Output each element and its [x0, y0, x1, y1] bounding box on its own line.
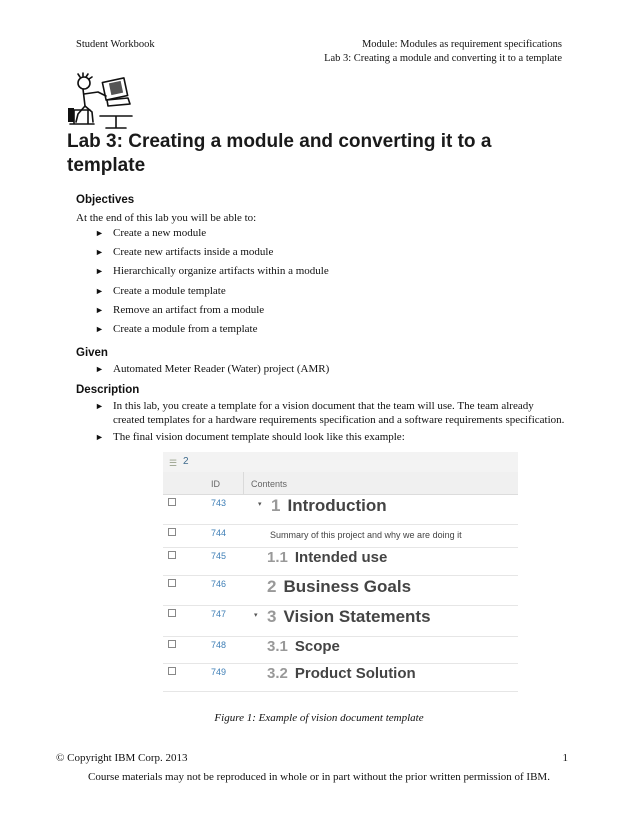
heading-text: Summary of this project and why we are doing it — [270, 530, 462, 540]
objectives-heading: Objectives — [76, 194, 135, 206]
row-content — [270, 530, 462, 540]
page-number: 1 — [562, 752, 568, 764]
objective-text: Hierarchically organize artifacts within a module — [113, 265, 329, 277]
heading-text: Vision Statements — [283, 607, 431, 626]
objective-item — [95, 303, 565, 317]
heading-number: 1 — [271, 496, 281, 515]
row-checkbox — [168, 667, 176, 675]
row-checkbox — [168, 609, 176, 617]
row-content — [271, 496, 387, 516]
row-checkbox — [168, 528, 176, 536]
bullet-arrow-icon: ► — [95, 401, 104, 411]
column-contents: Contents — [251, 479, 288, 489]
row-checkbox — [168, 579, 176, 587]
description-item — [95, 399, 565, 427]
heading-text: Introduction — [287, 496, 387, 515]
bullet-arrow-icon: ► — [95, 364, 104, 374]
figure-row — [163, 636, 518, 664]
person-at-computer-icon — [66, 72, 140, 130]
row-content — [267, 577, 411, 597]
row-content — [267, 638, 340, 655]
heading-number: 2 — [267, 577, 277, 596]
given-heading: Given — [76, 347, 108, 359]
list-levels-icon: ☰ — [169, 458, 178, 468]
figure-row — [163, 663, 518, 692]
row-content — [267, 607, 431, 627]
heading-text: Business Goals — [283, 577, 412, 596]
header-left: Student Workbook — [76, 39, 155, 50]
heading-text: Product Solution — [294, 665, 416, 682]
description-text: The final vision document template should look like this example: — [113, 431, 405, 443]
bullet-arrow-icon: ► — [95, 305, 104, 315]
figure-row — [163, 494, 518, 525]
bullet-arrow-icon: ► — [95, 324, 104, 334]
bullet-arrow-icon: ► — [95, 432, 104, 442]
figure-caption: Figure 1: Example of vision document template — [214, 712, 424, 724]
header-module: Module: Modules as requirement specifications — [361, 39, 562, 50]
description-heading: Description — [76, 384, 140, 396]
heading-number: 1.1 — [267, 549, 288, 566]
bullet-arrow-icon: ► — [95, 266, 104, 276]
given-item — [95, 362, 565, 376]
objective-text: Create a module from a template — [113, 323, 258, 335]
figure-row — [163, 524, 518, 548]
given-text: Automated Meter Reader (Water) project (AMR) — [113, 363, 330, 375]
heading-number: 3.1 — [267, 638, 288, 655]
objective-item — [95, 284, 565, 298]
level-count: 2 — [183, 456, 189, 467]
objective-text: Create a module template — [113, 285, 226, 297]
objectives-intro: At the end of this lab you will be able to: — [76, 212, 257, 224]
figure-toolbar — [163, 452, 518, 473]
figure-row — [163, 605, 518, 637]
objective-text: Remove an artifact from a module — [113, 304, 265, 316]
page-title: Lab 3: Creating a module and converting it to a template — [67, 131, 492, 176]
expand-twisty-icon: ▾ — [258, 501, 262, 508]
bullet-arrow-icon: ► — [95, 286, 104, 296]
heading-text: Scope — [294, 638, 340, 655]
bullet-arrow-icon: ► — [95, 247, 104, 257]
footer-note: Course materials may not be reproduced in whole or in part without the prior written permission of IBM. — [88, 771, 550, 783]
row-id: 749 — [211, 667, 227, 677]
row-id: 746 — [211, 579, 227, 589]
header-right — [324, 38, 562, 66]
objective-text: Create a new module — [113, 227, 207, 239]
heading-number: 3.2 — [267, 665, 288, 682]
copyright: © Copyright IBM Corp. 2013 — [56, 752, 188, 764]
expand-twisty-icon: ▾ — [254, 612, 258, 619]
row-id: 747 — [211, 609, 227, 619]
column-id: ID — [211, 479, 220, 489]
vision-template-figure — [163, 452, 518, 692]
objective-item — [95, 226, 565, 240]
description-text: In this lab, you create a template for a vision document that the team will use. The team already created templates for a hardware requirements specification and a software requirements specification. — [113, 400, 565, 426]
bullet-arrow-icon: ► — [95, 228, 104, 238]
heading-text: Intended use — [294, 549, 388, 566]
figure-row — [163, 547, 518, 576]
row-id: 745 — [211, 551, 227, 561]
objective-text: Create new artifacts inside a module — [113, 246, 274, 258]
figure-column-header — [163, 472, 518, 495]
row-checkbox — [168, 551, 176, 559]
objective-item — [95, 245, 565, 259]
row-checkbox — [168, 640, 176, 648]
heading-number: 3 — [267, 607, 277, 626]
objective-item — [95, 322, 565, 336]
row-content — [267, 549, 387, 566]
header-lab: Lab 3: Creating a module and converting it to a template — [324, 53, 562, 64]
row-checkbox — [168, 498, 176, 506]
row-content — [267, 665, 416, 682]
objective-item — [95, 264, 565, 278]
row-id: 743 — [211, 498, 227, 508]
row-id: 744 — [211, 528, 227, 538]
figure-row — [163, 575, 518, 606]
row-id: 748 — [211, 640, 227, 650]
description-item — [95, 430, 565, 444]
